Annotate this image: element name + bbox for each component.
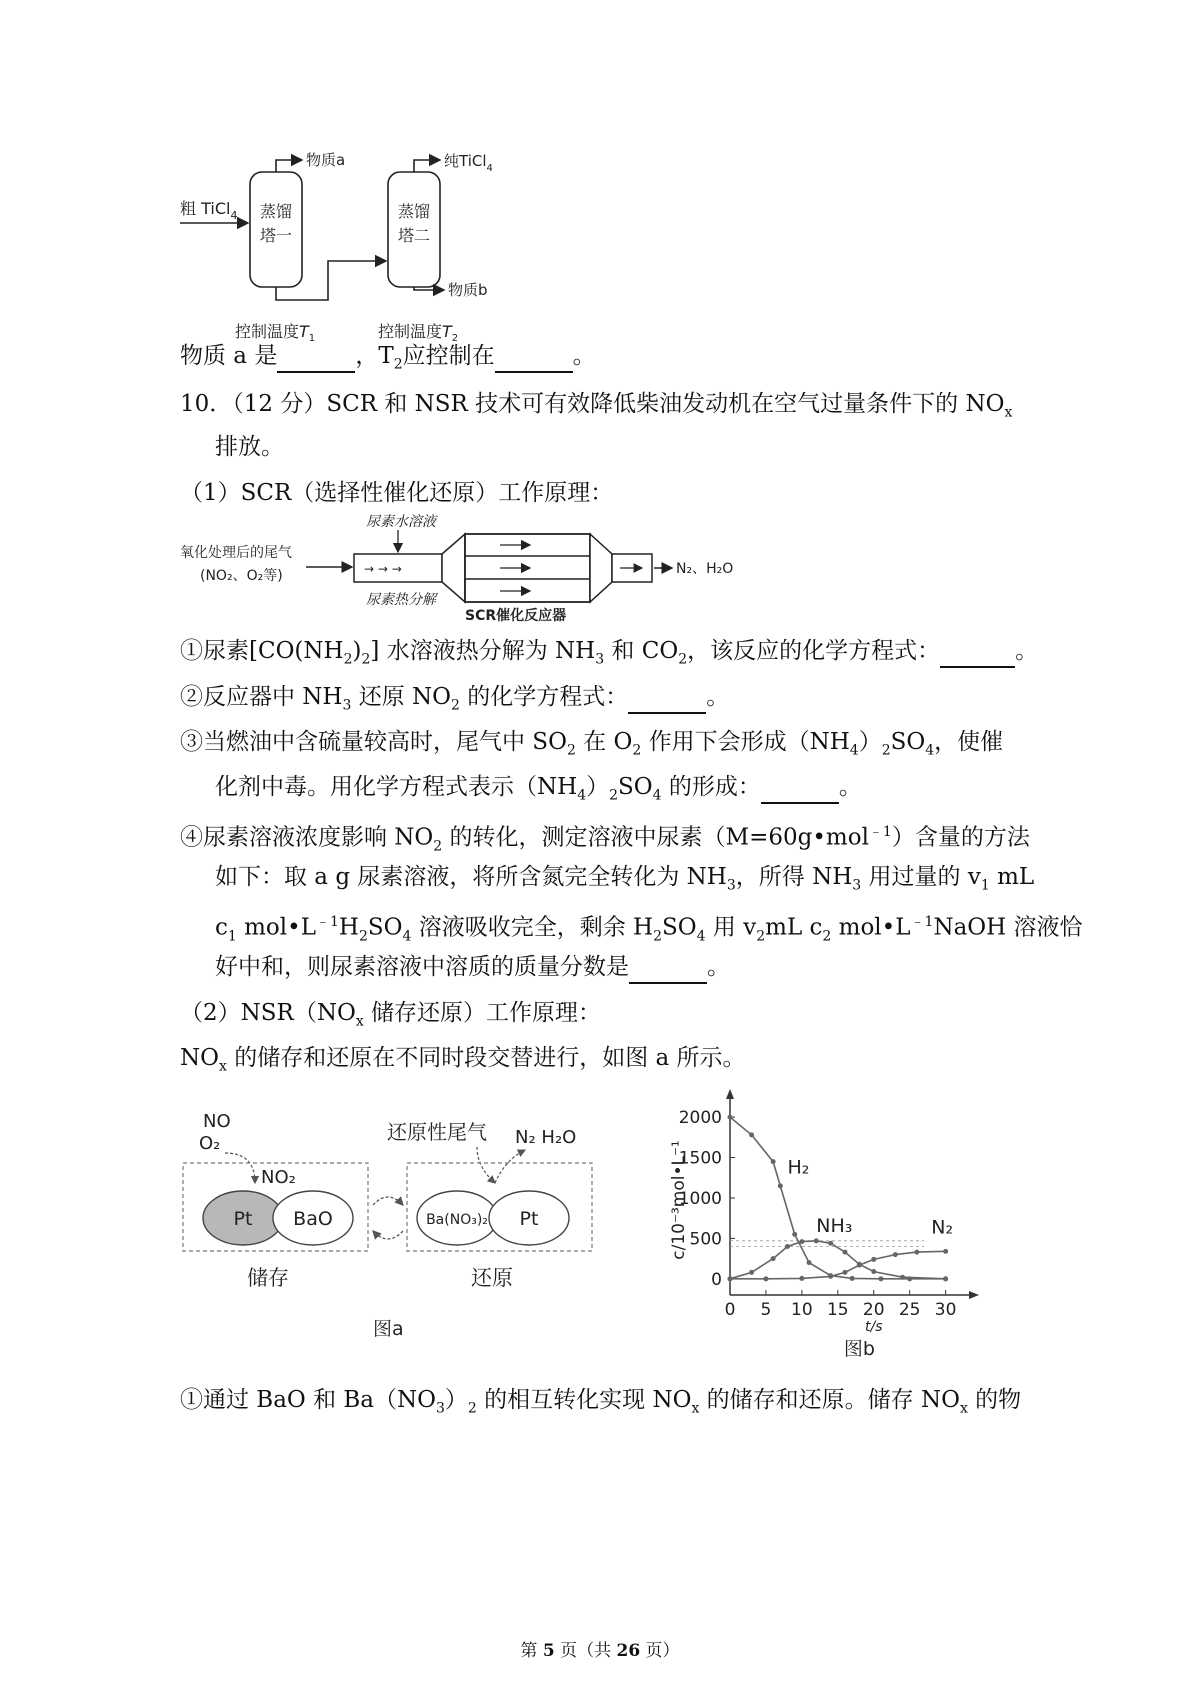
figure-a bbox=[195, 1105, 615, 1345]
sub-question-4-line-3: $c_1$ $mol•L^{﹣1}H_2SO_4$ 溶液吸收完全，剩余 $H_2SO_4$ 用 $v_2mL$ $c_2$ $mol•L^{﹣1}NaOH$ 溶液恰 bbox=[215, 914, 1083, 945]
data-point bbox=[914, 1250, 919, 1255]
pt-label-1: Pt bbox=[233, 1208, 253, 1230]
products-label: N₂ H₂O bbox=[515, 1127, 577, 1148]
tower-1-label-a: 蒸馏 bbox=[259, 202, 293, 221]
data-point bbox=[843, 1250, 848, 1255]
distillation-diagram bbox=[180, 150, 600, 350]
y-axis-arrowhead bbox=[726, 1089, 734, 1099]
scr-reactor-label: SCR催化反应器 bbox=[465, 608, 567, 624]
answer-blank[interactable] bbox=[628, 682, 706, 714]
y-tick-label: 0 bbox=[711, 1269, 722, 1290]
data-point bbox=[850, 1276, 855, 1281]
sub-question-1: ①尿素$[CO(NH_2)_2]$ 水溶液热分解为 $NH_3$ 和 $CO_2$，该反应的化学方程式： 。 bbox=[180, 638, 1039, 668]
store-label: 储存 bbox=[247, 1266, 289, 1290]
data-point bbox=[763, 1276, 768, 1281]
nsr-description: $NO_x$ 的储存和还原在不同时段交替进行，如图 a 所示。 bbox=[180, 1045, 746, 1075]
y-tick-label: 2000 bbox=[678, 1108, 722, 1129]
data-point bbox=[828, 1241, 833, 1246]
data-point bbox=[728, 1115, 733, 1120]
page-number: 5 bbox=[542, 1641, 555, 1661]
x-tick-label: 25 bbox=[898, 1300, 921, 1320]
tower-1-label-b: 塔一 bbox=[259, 226, 293, 245]
data-point bbox=[728, 1276, 733, 1281]
answer-blank[interactable] bbox=[495, 341, 573, 373]
sub-question-4-line-4: 好中和，则尿素溶液中溶质的质量分数是 。 bbox=[215, 952, 730, 984]
no-label: NO bbox=[203, 1111, 231, 1132]
temp-2-label: 控制温度$T_2$ bbox=[378, 322, 459, 344]
series-line-1 bbox=[730, 1117, 946, 1279]
answer-blank[interactable] bbox=[277, 341, 355, 373]
scr-inlet-label-2: (NO₂、O₂等) bbox=[200, 568, 283, 584]
data-point bbox=[871, 1257, 876, 1262]
part-2-heading: $(2)NSR(NO_x$ 储存还原）工作原理： bbox=[180, 1000, 602, 1030]
pure-ticl4-arrow bbox=[414, 160, 440, 172]
data-point bbox=[878, 1276, 883, 1281]
x-tick-label: 0 bbox=[724, 1300, 736, 1320]
data-point bbox=[771, 1256, 776, 1261]
pure-ticl4-label: 纯TiCl$_4$ bbox=[444, 152, 493, 174]
urea-solution-label: 尿素水溶液 bbox=[366, 514, 436, 530]
x-tick-label: 5 bbox=[760, 1300, 772, 1320]
series-label-3: N₂ bbox=[931, 1216, 954, 1239]
x-axis-arrowhead bbox=[969, 1291, 979, 1299]
tower-2-label-b: 塔二 bbox=[397, 226, 431, 245]
sub-question-3-line-1: ③当燃油中含硫量较高时，尾气中 $SO_2$ 在 $O_2$ 作用下会形成$(NH_4)_2SO_4$，使催 bbox=[180, 729, 1004, 759]
data-point bbox=[814, 1238, 819, 1243]
data-point bbox=[900, 1275, 905, 1280]
urea-decomp-label: 尿素热分解 bbox=[366, 592, 436, 608]
cycle-arrow-bottom bbox=[373, 1231, 403, 1239]
question-10-line-2: 排放。 bbox=[215, 434, 284, 460]
data-point bbox=[792, 1232, 797, 1237]
sub-question-3-line-2: 化剂中毒。用化学方程式表示$(NH_4)_2SO_4$ 的形成： 。 bbox=[215, 774, 862, 804]
figure-b-chart bbox=[669, 1085, 1090, 1360]
inlet-flow-arrows: → → → bbox=[364, 562, 402, 576]
gas-inflow-arrow bbox=[225, 1153, 255, 1183]
reducing-gas-label: 还原性尾气 bbox=[387, 1120, 487, 1144]
substance-a-label: 物质a bbox=[306, 151, 346, 169]
reduce-label: 还原 bbox=[471, 1266, 513, 1290]
data-point bbox=[785, 1244, 790, 1249]
x-tick-label: 20 bbox=[862, 1300, 885, 1320]
o2-label: O₂ bbox=[199, 1133, 221, 1154]
data-point bbox=[771, 1159, 776, 1164]
substance-a-arrow bbox=[276, 160, 302, 172]
x-tick-label: 15 bbox=[826, 1300, 849, 1320]
page-footer: 第 5 页（共 26 页） bbox=[520, 1641, 680, 1661]
data-point bbox=[778, 1183, 783, 1188]
data-point bbox=[943, 1276, 948, 1281]
y-tick-label: 1000 bbox=[678, 1188, 722, 1209]
data-point bbox=[843, 1270, 848, 1275]
data-point bbox=[799, 1239, 804, 1244]
answer-blank[interactable] bbox=[629, 952, 707, 984]
data-point bbox=[807, 1260, 812, 1265]
bao-label: BaO bbox=[293, 1208, 333, 1230]
y-tick-label: 1500 bbox=[678, 1148, 722, 1169]
ba-nitrate-label: Ba(NO₃)₂ bbox=[426, 1212, 488, 1228]
answer-blank[interactable] bbox=[940, 636, 1015, 668]
sub-question-4-line-2: 如下：取 a g 尿素溶液，将所含氮完全转化为 $NH_3$，所得 $NH_3$ 用过量的 $v_1$ mL bbox=[215, 864, 1035, 894]
no2-label: NO₂ bbox=[261, 1167, 296, 1188]
x-tick-label: 30 bbox=[934, 1300, 957, 1320]
sub-question-4-line-1: ④尿素溶液浓度影响 $NO_2$ 的转化，测定溶液中尿素（M=60g•mol$^{﹣1}$）含量的方法 bbox=[180, 824, 1030, 855]
reactor-inlet-cone bbox=[442, 534, 465, 602]
y-axis-label: c/10⁻³mol•L⁻¹ bbox=[669, 1140, 689, 1260]
tower-2-label-a: 蒸馏 bbox=[397, 202, 431, 221]
data-point bbox=[749, 1132, 754, 1137]
crude-ticl4-label: 粗 TiCl$_4$ bbox=[180, 199, 238, 222]
scr-inlet-label-1: 氧化处理后的尾气 bbox=[180, 545, 292, 561]
answer-blank[interactable] bbox=[761, 772, 839, 804]
data-point bbox=[943, 1249, 948, 1254]
q9-tail-line: 物质 a 是 ，$T_2$应控制在 。 bbox=[180, 343, 596, 373]
reactor-outlet-cone bbox=[590, 534, 612, 602]
scr-diagram bbox=[180, 512, 740, 624]
x-axis-label: t/s bbox=[865, 1319, 883, 1335]
data-point bbox=[857, 1263, 862, 1268]
reducing-gas-arrow bbox=[477, 1147, 495, 1183]
page-total: 26 bbox=[616, 1641, 641, 1661]
data-point bbox=[893, 1252, 898, 1257]
cycle-arrow-top bbox=[373, 1197, 403, 1205]
figure-a-caption: 图a bbox=[373, 1318, 404, 1340]
scr-outlet-label: N₂、H₂O bbox=[676, 561, 734, 577]
products-arrow bbox=[495, 1150, 525, 1183]
data-point bbox=[749, 1270, 754, 1275]
figure-b-caption: 图b bbox=[843, 1338, 875, 1360]
series-label-1: H₂ bbox=[787, 1156, 810, 1179]
question-10-line-1: 10．（12 分）SCR 和 NSR 技术可有效降低柴油发动机在空气过量条件下的 $NO_x$ bbox=[180, 391, 1013, 421]
substance-b-label: 物质b bbox=[448, 281, 488, 299]
temp-1-label: 控制温度$T_1$ bbox=[235, 322, 316, 344]
final-line: ①通过 BaO 和 $Ba(NO_3)_2$ 的相互转化实现 $NO_x$ 的储存和还原。储存 $NO_x$ 的物 bbox=[180, 1387, 1022, 1417]
data-point bbox=[799, 1276, 804, 1281]
series-label-2: NH₃ bbox=[816, 1214, 853, 1237]
y-tick-label: 500 bbox=[689, 1229, 722, 1250]
sub-question-2: ②反应器中 $NH_3$ 还原 $NO_2$ 的化学方程式： 。 bbox=[180, 684, 730, 714]
part-1-heading: （1）SCR（选择性催化还原）工作原理： bbox=[180, 480, 614, 506]
data-point bbox=[871, 1269, 876, 1274]
x-tick-label: 10 bbox=[791, 1300, 813, 1320]
data-point bbox=[828, 1274, 833, 1279]
pt-label-2: Pt bbox=[519, 1208, 539, 1230]
